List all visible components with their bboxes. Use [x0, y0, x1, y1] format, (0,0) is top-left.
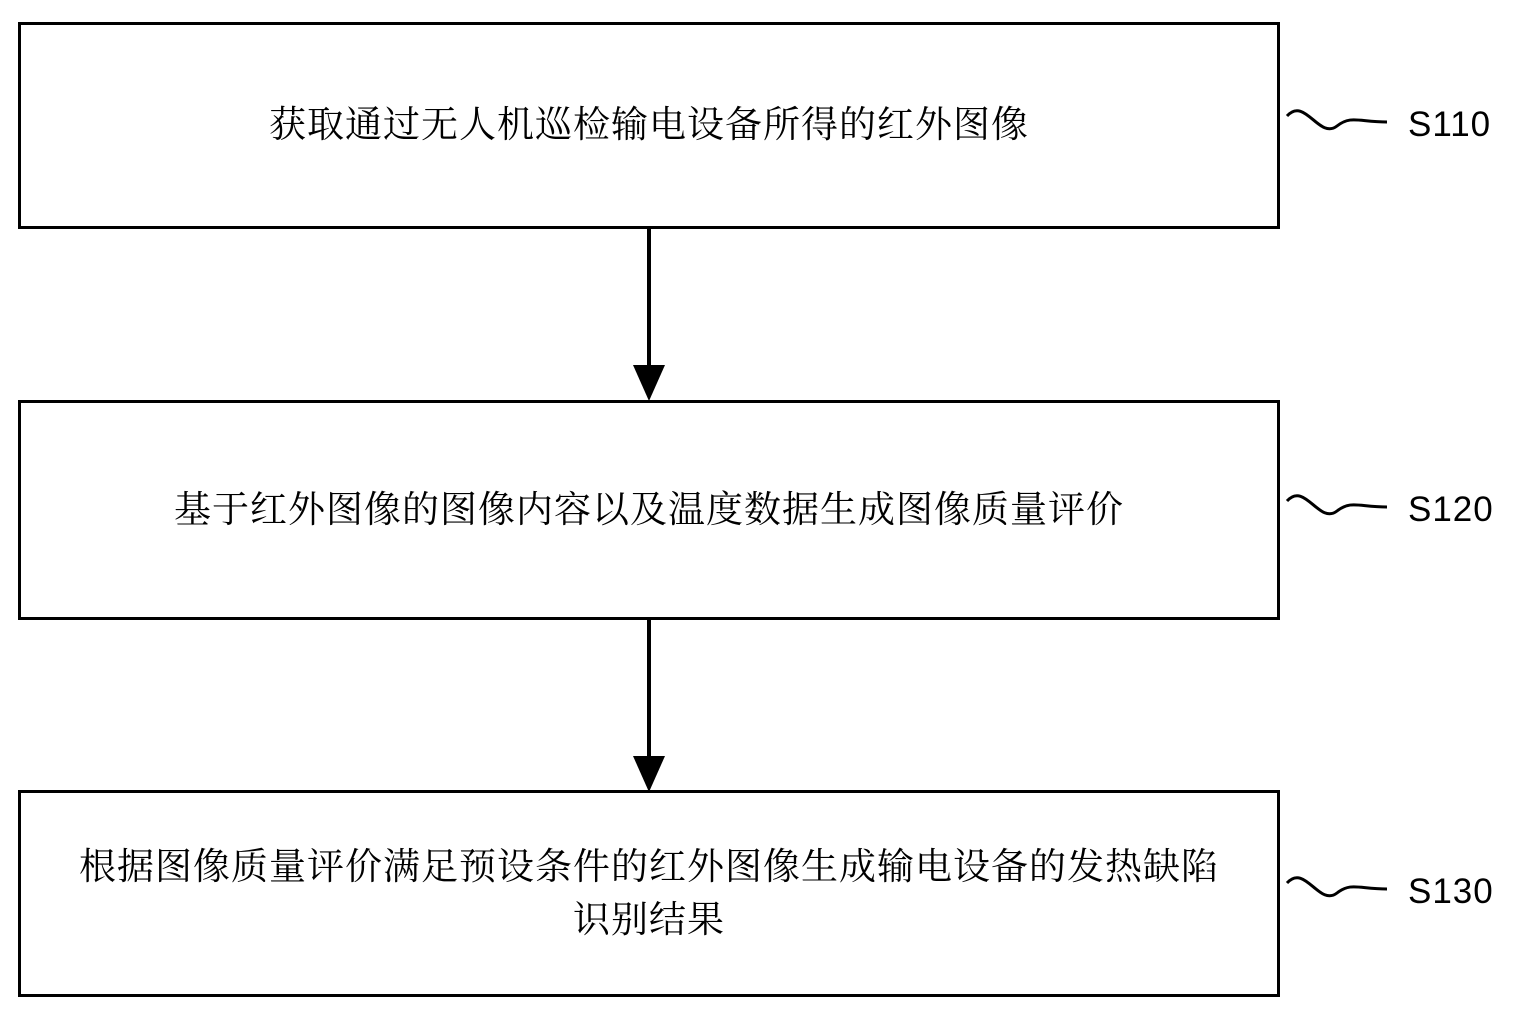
step-label-s130: S130 — [1408, 872, 1494, 911]
connector-arrow-s120-s130 — [620, 620, 680, 792]
leader-line-s110 — [1283, 88, 1393, 168]
flow-step-text-s110: 获取通过无人机巡检输电设备所得的红外图像 — [269, 104, 1029, 146]
connector-arrow-s110-s120 — [620, 229, 680, 401]
leader-line-s130 — [1283, 855, 1393, 935]
leader-line-s120 — [1283, 473, 1393, 553]
step-label-s120: S120 — [1408, 490, 1494, 529]
flow-step-box-s130 — [18, 790, 1280, 997]
flow-step-box-s120 — [18, 400, 1280, 620]
step-label-s110: S110 — [1408, 105, 1492, 144]
flow-step-text-s120: 基于红外图像的图像内容以及温度数据生成图像质量评价 — [174, 488, 1124, 530]
flow-step-box-s110 — [18, 22, 1280, 229]
flow-step-text-s130: 根据图像质量评价满足预设条件的红外图像生成输电设备的发热缺陷识别结果 — [79, 845, 1219, 940]
